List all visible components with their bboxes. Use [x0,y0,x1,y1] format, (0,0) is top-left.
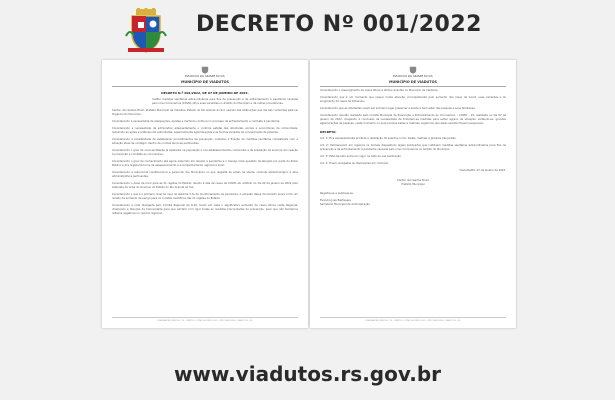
paragraph: Considerando a nota divulgada pelo Comitê Regional da R-16, tendo em vista o significativo aumento de casos ativos nesta Regional, chamando a Atenção da Comunidade para que adotem com rigor todas as medidas preconizadas de prevenção, para que não tenhamos reflexos negativos no cenário regional; [112,204,298,215]
register-note: Registre-se e publique-se. [320,192,354,195]
secretary-role: Secretário Municipal de Administração [320,203,370,206]
website-link[interactable]: www.viadutos.rs.gov.br [173,362,442,386]
crest-icon [201,66,209,74]
paragraph: Considerando que as atividades visam em primeiro lugar preservar a saúde e bem estar das pessoas e seus familiares; [320,107,476,110]
paragraph: Considerando que é um momento que requer muita atenção, principalmente pelo aumento dos casos de Covid, suas variantes e do surgimento de casos de Influenza; [320,96,506,103]
article: Art. 2º Permanecem em vigência os demais dispositivos legais publicados que instituem medidas sanitárias extraordinárias para fins de prevenção e de enfrentamento à pandemia causada pelo novo Coronavírus no âmbito do Município. [320,144,506,151]
paragraph: Considerando o Aviso de risco para as 21 regiões do Estado, devido à alta de casos de COVID-19, emitido no dia 04 de janeiro de 2022 pelo Gabinete de Crise do Governo do Estado do Rio Grande do Sul; [112,182,298,189]
document-page-right [310,60,516,328]
paragraph: Considerando a necessidade de administrar adequadamente o controle estatal das atividades sociais e econômicas da comunidade, reduzindo as ações e práticas não autorizadas, especialmente aglomerações e as formas variadas de concentração de pessoas; [112,127,298,134]
page-footer: RUA MARTINS MIGOSO, 10 - CENTRO - FONE: 54 3355 1000 - CEP: 99820-000 - VIADUTOS - RS [320,317,506,322]
document-page-left [102,60,308,328]
header [0,0,615,58]
decree-heading: DECRETO N.º 001/2022, DE 07 DE JANEIRO DE 2022. [161,91,249,95]
signer-role: Prefeito Municipal [401,183,425,186]
article: Art. 4º Ficam revogadas as disposições em contrário. [320,162,389,165]
article: Art. 1º Fica expressamente proibida a realização de eventos como: bailes, matinês e jantares dançantes. [320,137,457,140]
city-name: MUNICÍPIO DE VIADUTOS [389,80,437,84]
divider [112,86,298,87]
paragraph: Considerando o grau de conhecimento até agora adquirido em relação à pandemia e o manejo mais ajustado da atuação por parte do Poder Público e dos órgãos técnicos de assessoramento e acompanhamento regional e local; [112,160,298,167]
place-date: Viadutos/RS, 07 de janeiro de 2022. [459,169,506,172]
signer-name: Cleiton dos Santos Brum [396,179,429,182]
page-footer: RUA MARTINS MIGOSO, 10 - CENTRO - FONE: 54 3355 1000 - CEP: 99820-000 - VIADUTOS - RS [112,317,298,322]
secretary-name: Evandro José Baldissera [320,199,352,202]
paragraph: Considerando o ressurgimento de casos ativos e óbitos recentes no Município de Viadutos; [320,89,439,92]
paragraph: Considerando reunião realizada pelo Comitê Municipal de Prevenção e Enfrentamento ao Coronavírus – COVID – 19, realizada no dia 07 de janeiro de 2022, chegando à conclusão da necessidade de tomarem-se medidas para evitar agravo da situação, evitando-se, grandes aglomerações de pessoas, neste momento no qual envolve bailes e matinês, sugerindo que estes eventos fiquem suspensos; [320,114,506,125]
crest-icon [409,66,417,74]
decree-summary: Institui medidas sanitárias extraordinárias para fins de prevenção e de enfrentamento à pandemia causada pelo novo Coronavírus (COVID-19) e suas variantes no âmbito do Município e dá outras providências. [152,98,298,105]
city-name: MUNICÍPIO DE VIADUTOS [181,80,229,84]
divider [320,86,506,87]
org-name: ESTADO DO RIO GRANDE DO SUL [393,75,433,78]
paragraph: Considerando a autonomia constitucional e gerencial dos Municípios no que respeita às ações de saúde, controle epidemiológico e atos administrativos pertinentes; [112,171,298,178]
org-name: ESTADO DO RIO GRANDE DO SUL [185,75,225,78]
paragraph: Cleiton dos Santos Brum, Prefeito Municipal de Viadutos, Estado do Rio Grande do Sul, usando das atribuições que lhe são conferidas pela Lei Orgânica do Município, [112,109,298,116]
paragraph: Considerando o que é o primeiro nível de risco do sistema 3 As de monitoramento da pandemia. A emissão desse documento serve como um recado de aumento de perigo para os comitês científicos das 21 regiões do Estado; [112,193,298,200]
article: Art. 3º Este Decreto entra em vigor na data de sua publicação. [320,155,402,158]
paragraph: Considerando a possibilidade de estabelecer procedimentos de prevenção, cuidados e fixação de medidas sanitárias compatíveis com a situação atual de contágio, dentro de normas técnicas pertinentes; [112,138,298,145]
page-title: DECRETO Nº 001/2022 [196,12,482,37]
paragraph: Considerando o grau de conscientização já existente na população e nos estabelecimentos comerciais e de prestação de serviços em relação à prevenção e combate ao coronavírus; [112,149,298,156]
decreta-heading: DECRETA: [320,130,337,134]
paragraph: Considerando a necessidade de adequações, ajustes e melhoria contínua no processo de enfrentamento e combate à pandemia; [112,120,280,123]
municipal-crest-icon [124,8,168,54]
